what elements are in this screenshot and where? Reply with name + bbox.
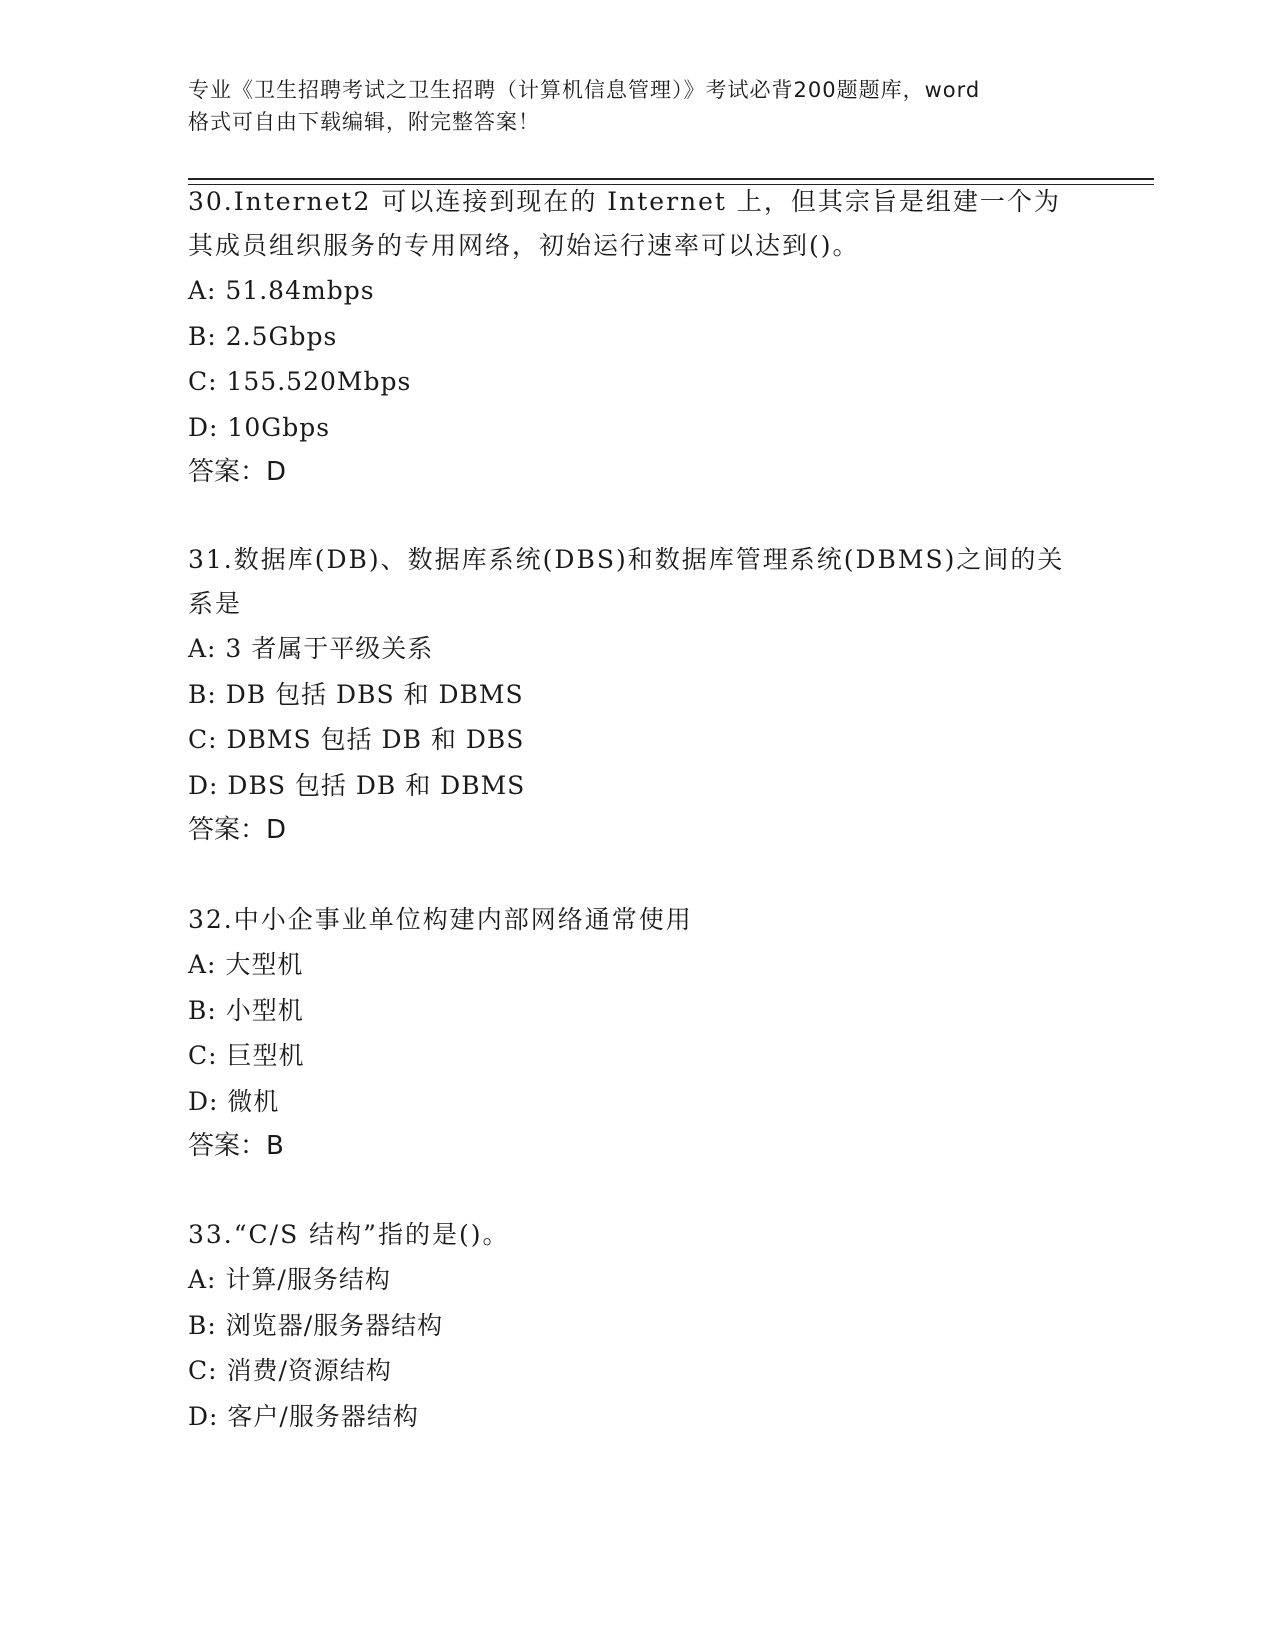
stem-line: 32.中小企事业单位构建内部网络通常使用 [188,905,693,934]
stem-line: 系是 [188,589,243,618]
option-d: D: 客户/服务器结构 [188,1401,419,1431]
stem-line: 其成员组织服务的专用网络，初始运行速率可以达到()。 [188,231,860,260]
header-line-1: 专业《卫生招聘考试之卫生招聘（计算机信息管理）》考试必背200题题库，word [188,78,981,102]
option-a: A: 计算/服务结构 [188,1265,391,1294]
question-stem [188,538,1088,626]
option-a: A: 大型机 [188,950,304,979]
question-31 [188,538,1088,852]
answer: 答案：D [188,815,287,845]
option-c: C: DBMS 包括 DB 和 DBS [188,725,525,754]
option-a: A: 3 者属于平级关系 [188,634,434,663]
stem-line: 30.Internet2 可以连接到现在的 Internet 上，但其宗旨是组建一个为 [188,187,1061,216]
option-b: B: 2.5Gbps [188,321,338,351]
answer: 答案：D [188,457,287,487]
option-c: C: 消费/资源结构 [188,1356,392,1385]
question-30 [188,180,1088,494]
option-b: B: DB 包括 DBS 和 DBMS [188,679,524,709]
option-b: B: 浏览器/服务器结构 [188,1310,444,1340]
option-c: C: 巨型机 [188,1041,305,1070]
option-b: B: 小型机 [188,995,304,1025]
stem-line: 33.“C/S 结构”指的是()。 [188,1220,510,1249]
document-header [188,74,1088,138]
header-line-2: 格式可自由下载编辑，附完整答案！ [188,110,540,134]
option-d: D: 微机 [188,1086,280,1116]
option-a: A: 51.84mbps [188,276,375,305]
question-33 [188,1213,1088,1439]
option-d: D: DBS 包括 DB 和 DBMS [188,770,526,800]
question-stem [188,1213,1088,1257]
stem-line: 31.数据库(DB)、数据库系统(DBS)和数据库管理系统(DBMS)之间的关 [188,545,1065,574]
question-stem [188,180,1088,268]
option-d: D: 10Gbps [188,412,331,442]
answer: 答案：B [188,1131,284,1161]
option-c: C: 155.520Mbps [188,367,412,396]
question-32 [188,898,1088,1168]
question-stem [188,898,1088,942]
